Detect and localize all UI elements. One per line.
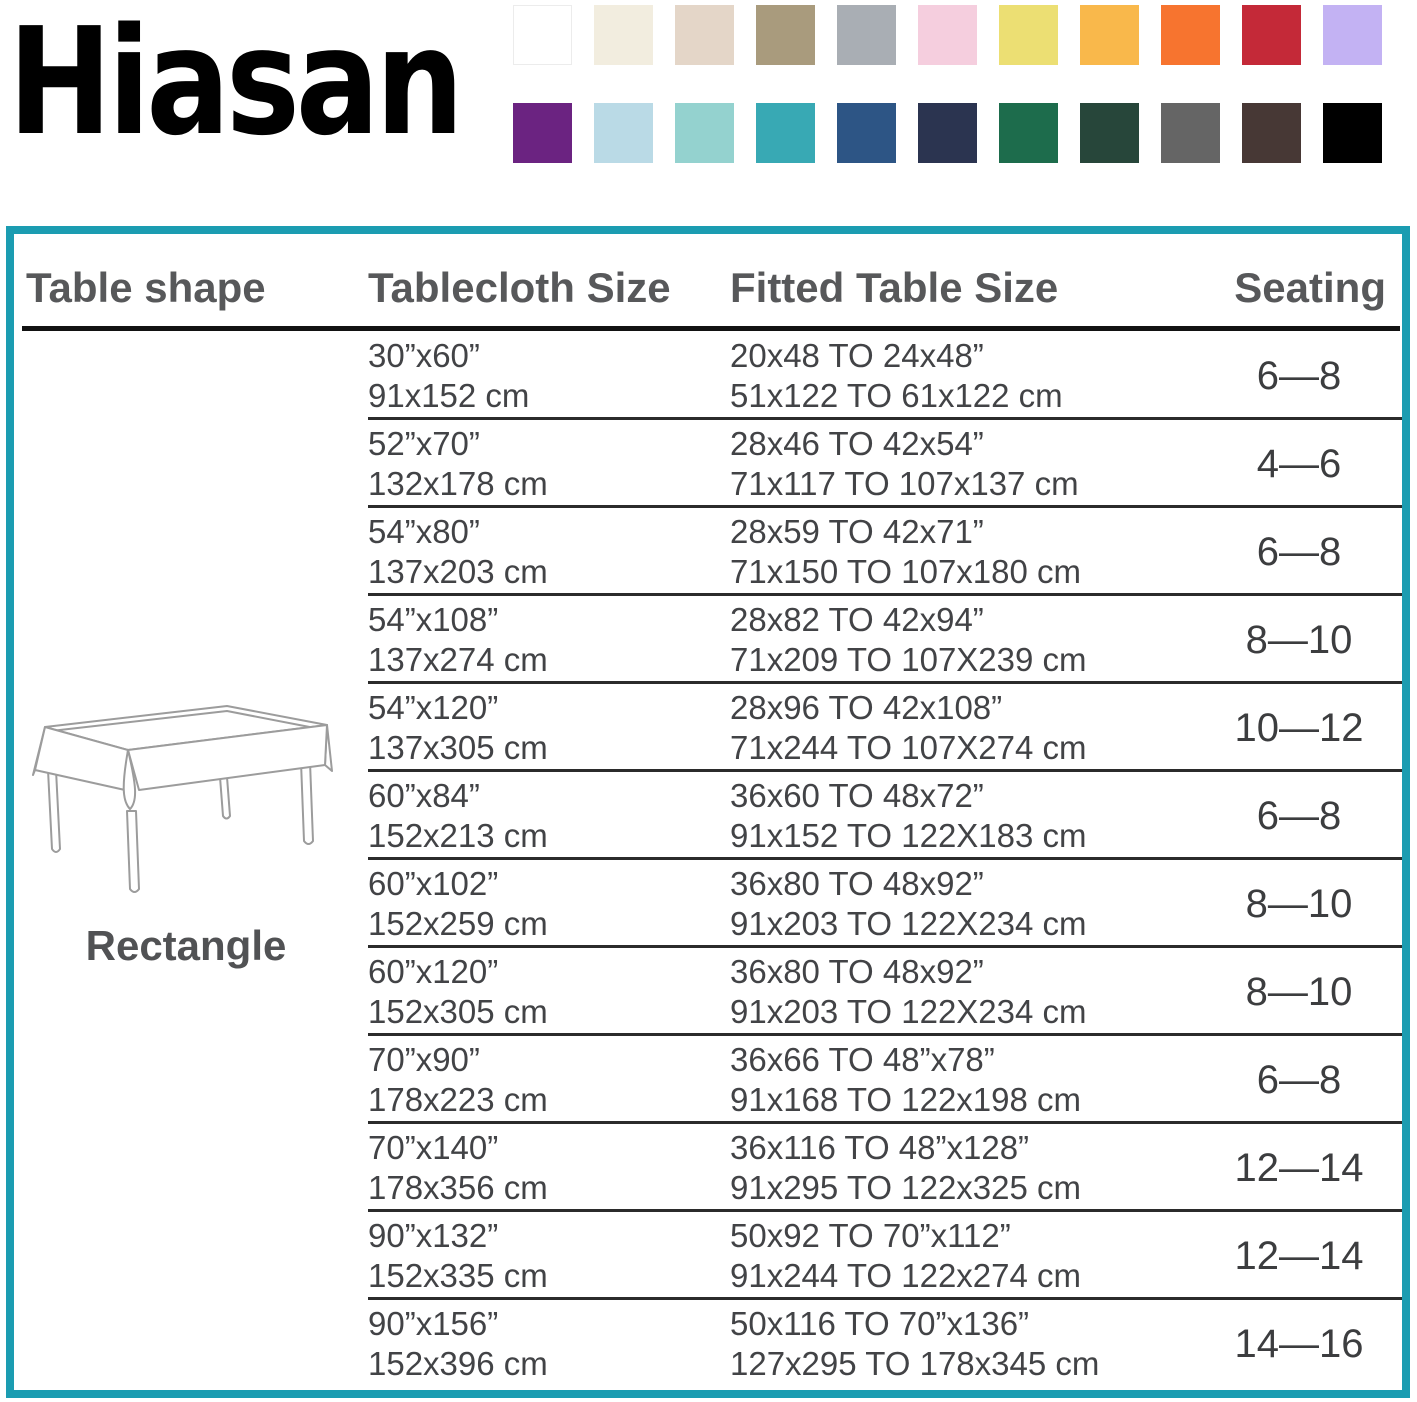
color-swatch [1242,103,1301,163]
fitted-size-in: 28x82 TO 42x94” [730,601,984,638]
color-swatch [837,5,896,65]
color-swatch [1323,103,1382,163]
color-swatch [594,103,653,163]
seating-value: 6—8 [1256,353,1342,398]
fitted-size-cm: 91x203 TO 122X234 cm [730,993,1087,1030]
size-chart-row [14,1124,1402,1212]
fitted-size-cm: 71x150 TO 107x180 cm [730,553,1082,590]
fitted-size-in: 50x116 TO 70”x136” [730,1305,1030,1342]
tablecloth-size-in: 30”x60” [368,337,480,374]
tablecloth-size-cm: 178x223 cm [368,1081,548,1118]
fitted-size-cm: 127x295 TO 178x345 cm [730,1345,1100,1382]
color-swatch [594,5,653,65]
tablecloth-size-in: 60”x120” [368,953,499,990]
size-chart-row [14,1300,1402,1388]
seating-value: 8—10 [1245,881,1353,926]
color-swatch [1161,103,1220,163]
tablecloth-size-in: 70”x140” [368,1129,499,1166]
fitted-size-in: 20x48 TO 24x48” [730,337,984,374]
fitted-size-in: 50x92 TO 70”x112” [730,1217,1011,1254]
fitted-size-cm: 71x244 TO 107X274 cm [730,729,1087,766]
color-swatch [918,103,977,163]
fitted-size-cm: 91x295 TO 122x325 cm [730,1169,1082,1206]
seating-value: 6—8 [1256,529,1342,574]
color-swatch [1080,103,1139,163]
color-swatch [675,5,734,65]
tablecloth-size-in: 54”x80” [368,513,480,550]
color-swatch [756,103,815,163]
seating-value: 14—16 [1234,1321,1364,1366]
header-seating: Seating [1234,264,1386,311]
tablecloth-size-in: 60”x102” [368,865,499,902]
size-chart-row [14,332,1402,420]
brand-logo: Hiasan [8,0,460,168]
size-chart-row [14,1036,1402,1124]
header-fitted-size: Fitted Table Size [730,264,1059,311]
fitted-size-in: 36x80 TO 48x92” [730,953,984,990]
fitted-size-cm: 71x209 TO 107X239 cm [730,641,1087,678]
color-swatch [1242,5,1301,65]
seating-value: 8—10 [1245,969,1353,1014]
tablecloth-size-cm: 152x396 cm [368,1345,548,1382]
tablecloth-size-cm: 137x305 cm [368,729,548,766]
size-chart [6,226,1410,1398]
header-table-shape: Table shape [26,264,266,311]
tablecloth-size-cm: 178x356 cm [368,1169,548,1206]
tablecloth-size-cm: 152x335 cm [368,1257,548,1294]
color-swatch [837,103,896,163]
fitted-size-in: 36x60 TO 48x72” [730,777,984,814]
color-swatch [1323,5,1382,65]
tablecloth-size-cm: 137x203 cm [368,553,548,590]
tablecloth-size-cm: 137x274 cm [368,641,548,678]
seating-value: 12—14 [1234,1145,1364,1190]
tablecloth-size-in: 52”x70” [368,425,480,462]
fitted-size-in: 28x46 TO 42x54” [730,425,984,462]
table-shape-label: Rectangle [85,922,287,969]
fitted-size-cm: 51x122 TO 61x122 cm [730,377,1063,414]
tablecloth-size-cm: 152x259 cm [368,905,548,942]
size-chart-row [14,1212,1402,1300]
color-swatch [675,103,734,163]
fitted-size-in: 36x116 TO 48”x128” [730,1129,1030,1166]
seating-value: 6—8 [1256,1057,1342,1102]
tablecloth-size-in: 54”x120” [368,689,499,726]
tablecloth-size-cm: 152x305 cm [368,993,548,1030]
size-chart-row [14,596,1402,684]
fitted-size-in: 36x80 TO 48x92” [730,865,984,902]
header-divider [22,326,1400,331]
color-swatch [513,103,572,163]
color-swatch [999,5,1058,65]
color-swatch [1161,5,1220,65]
seating-value: 4—6 [1256,441,1342,486]
tablecloth-size-in: 60”x84” [368,777,480,814]
color-swatch [1080,5,1139,65]
seating-value: 10—12 [1234,705,1364,750]
fitted-size-cm: 91x244 TO 122x274 cm [730,1257,1082,1294]
tablecloth-size-in: 54”x108” [368,601,499,638]
seating-value: 12—14 [1234,1233,1364,1278]
tablecloth-size-cm: 152x213 cm [368,817,548,854]
tablecloth-size-in: 90”x132” [368,1217,499,1254]
fitted-size-cm: 91x203 TO 122X234 cm [730,905,1087,942]
fitted-size-cm: 91x168 TO 122x198 cm [730,1081,1082,1118]
tablecloth-size-cm: 91x152 cm [368,377,530,414]
rectangle-table-illustration [24,689,336,904]
fitted-size-cm: 71x117 TO 107x137 cm [730,465,1079,502]
header-tablecloth-size: Tablecloth Size [368,264,671,311]
size-chart-row [14,508,1402,596]
fitted-size-in: 28x96 TO 42x108” [730,689,1003,726]
color-swatch [513,5,572,65]
seating-value: 8—10 [1245,617,1353,662]
color-swatch [999,103,1058,163]
fitted-size-in: 36x66 TO 48”x78” [730,1041,995,1078]
fitted-size-in: 28x59 TO 42x71” [730,513,984,550]
tablecloth-size-in: 70”x90” [368,1041,480,1078]
fitted-size-cm: 91x152 TO 122X183 cm [730,817,1087,854]
color-swatch [918,5,977,65]
size-chart-row [14,420,1402,508]
color-swatch [756,5,815,65]
tablecloth-size-in: 90”x156” [368,1305,499,1342]
seating-value: 6—8 [1256,793,1342,838]
tablecloth-size-cm: 132x178 cm [368,465,548,502]
color-swatch-grid [513,5,1382,163]
